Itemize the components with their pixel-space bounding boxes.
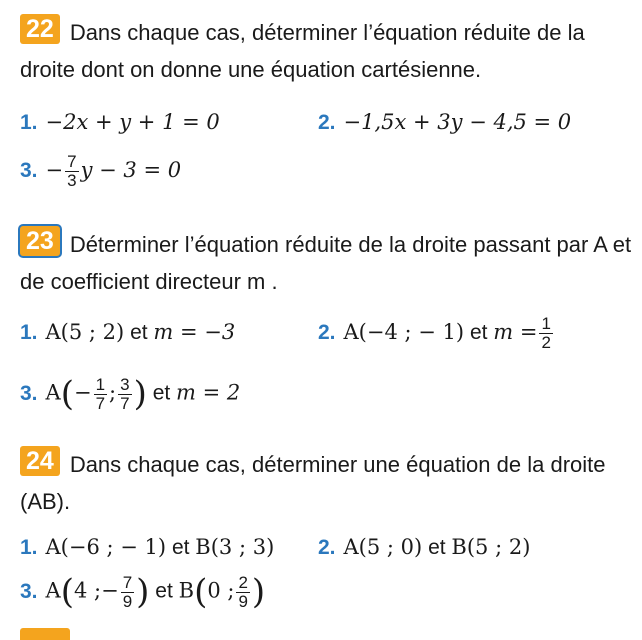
statement-text: Dans chaque cas, déterminer l’équation réduite de la droite dont on donne une équation cartésienne. xyxy=(20,20,585,82)
item-label: 3. xyxy=(20,579,38,603)
item-label: 3. xyxy=(20,159,38,183)
ex23-item-1 xyxy=(20,320,235,345)
point-name: A xyxy=(45,578,61,603)
equation-rest: y − 3 = 0 xyxy=(80,158,182,183)
ex23-item-2 xyxy=(318,315,555,352)
conjunction: et xyxy=(469,321,488,345)
point-a: A(−4 ; − 1) xyxy=(343,320,465,345)
exercise-24-statement xyxy=(20,446,635,520)
slope: m = xyxy=(493,320,538,345)
exercise-number-badge: 24 xyxy=(20,446,60,476)
exercise-number-badge: 23 xyxy=(20,226,60,256)
item-label: 1. xyxy=(20,536,38,559)
numerator: 1 xyxy=(95,374,106,394)
statement-text: Dans chaque cas, déterminer une équation de la droite (AB). xyxy=(20,452,606,514)
item-label: 2. xyxy=(318,321,336,345)
exercise-23 xyxy=(20,226,635,300)
item-label: 2. xyxy=(318,536,336,559)
numerator: 7 xyxy=(67,152,77,171)
point-name: B xyxy=(178,578,195,603)
ex22-item-2 xyxy=(318,110,571,135)
minus-sign: − xyxy=(45,158,64,183)
fraction xyxy=(65,153,78,190)
denominator: 9 xyxy=(238,591,248,611)
numerator: 7 xyxy=(122,572,133,592)
point-name: A xyxy=(45,380,61,405)
slope: m = −3 xyxy=(153,320,236,344)
denominator: 9 xyxy=(122,591,133,611)
slope: m = 2 xyxy=(176,380,241,405)
ex24-item-2 xyxy=(318,535,530,560)
equation: −2x + y + 1 = 0 xyxy=(45,110,220,134)
numerator: 2 xyxy=(238,572,248,592)
item-label: 1. xyxy=(20,321,38,344)
point-b: B(3 ; 3) xyxy=(195,535,275,559)
minus-sign: − xyxy=(73,380,92,405)
separator: ; xyxy=(109,380,117,405)
coordinate: 4 ; xyxy=(73,578,102,603)
fraction xyxy=(118,376,131,413)
denominator: 7 xyxy=(120,393,130,413)
point-a: A(5 ; 0) xyxy=(343,535,423,559)
exercise-23-statement xyxy=(20,226,635,300)
next-exercise-badge xyxy=(20,628,70,640)
denominator: 7 xyxy=(95,393,106,413)
fraction xyxy=(121,574,134,611)
statement-text: Déterminer l’équation réduite de la droite passant par A et de coefficient directeur m . xyxy=(20,232,632,294)
conjunction: et xyxy=(171,536,190,559)
fraction xyxy=(539,315,552,352)
item-label: 3. xyxy=(20,381,38,405)
fraction xyxy=(236,574,249,611)
conjunction: et xyxy=(130,321,148,344)
numerator: 3 xyxy=(120,374,130,394)
ex22-item-3 xyxy=(20,153,181,190)
coordinate: 0 ; xyxy=(207,578,235,603)
equation: −1,5x + 3y − 4,5 = 0 xyxy=(343,110,572,134)
item-label: 2. xyxy=(318,111,336,134)
exercise-number-badge: 22 xyxy=(20,14,60,44)
denominator: 2 xyxy=(541,333,551,352)
exercise-22 xyxy=(20,14,635,88)
point-b: B(5 ; 2) xyxy=(451,535,531,559)
item-label: 1. xyxy=(20,111,38,134)
ex23-item-3: 3. A(− $\frac{1}{7}$ ; $\frac{3}{7}$ ) et m = 2 xyxy=(20,374,241,414)
minus-sign: − xyxy=(101,578,119,603)
denominator: 3 xyxy=(67,171,77,190)
numerator: 1 xyxy=(541,314,551,333)
exercise-22-statement xyxy=(20,14,635,88)
fraction xyxy=(94,376,107,413)
conjunction: et xyxy=(428,536,446,559)
ex24-item-3: 3. A(4 ;− $\frac{7}{9}$ ) et B(0 ; $\frac{2}{9}$ ) xyxy=(20,572,266,612)
ex24-item-1 xyxy=(20,535,274,560)
point-a: A(5 ; 2) xyxy=(45,320,125,344)
ex22-item-1 xyxy=(20,110,220,135)
conjunction: et xyxy=(155,579,173,603)
conjunction: et xyxy=(152,381,171,405)
exercise-24 xyxy=(20,446,635,520)
point-a: A(−6 ; − 1) xyxy=(45,535,167,559)
